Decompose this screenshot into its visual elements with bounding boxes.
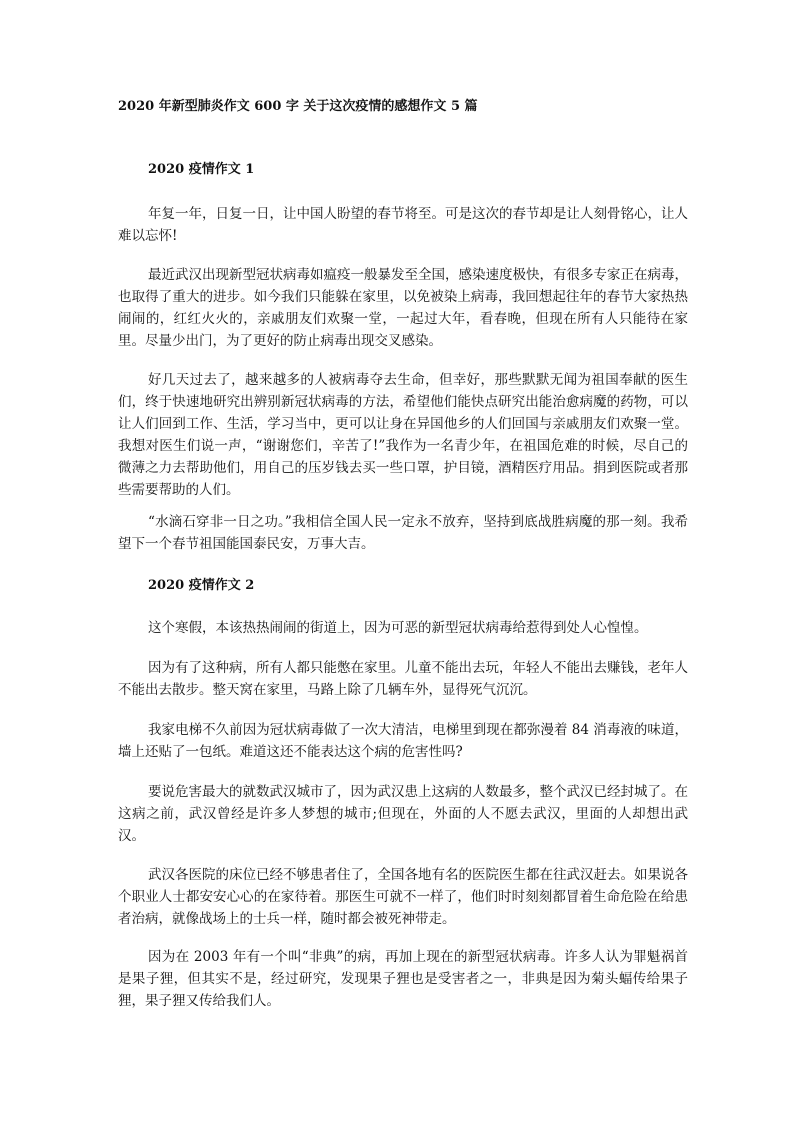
paragraph: “水滴石穿非一日之功。”我相信全国人民一定永不放弃，坚持到底战胜病魔的那一刻。我希望下一个春节祖国能国泰民安，万事大吉。 (118, 514, 688, 552)
section-heading: 2020 疫情作文 2 (148, 578, 255, 593)
paragraph: 好几天过去了，越来越多的人被病毒夺去生命，但幸好，那些默默无闻为祖国奉献的医生们，终于快速地研究出辨别新冠状病毒的方法，希望他们能快点研究出能治愈病魔的药物，可以让人们回到工作、生活，学习当中，更可以让身在异国他乡的人们回国与亲戚朋友们欢聚一堂。我想对医生们说一声，“谢谢您们，辛苦了!”我作为一名青少年，在祖国危难的时候，尽自己的微薄之力去帮助他们，用自己的压岁钱去买一些口罩，护目镜，酒精医疗用品。捐到医院或者那些需要帮助的人们。 (118, 372, 688, 498)
paragraph: 因为有了这种病，所有人都只能憋在家里。儿童不能出去玩，年轻人不能出去赚钱，老年人不能出去散步。整天窝在家里，马路上除了几辆车外，显得死气沉沉。 (118, 660, 688, 698)
paragraph: 武汉各医院的床位已经不够患者住了，全国各地有名的医院医生都在往武汉赶去。如果说各个职业人士都安安心心的在家待着。那医生可就不一样了，他们时时刻刻都冒着生命危险在给患者治病，就像战场上的士兵一样，随时都会被死神带走。 (118, 867, 688, 927)
paragraph: 要说危害最大的就数武汉城市了，因为武汉患上这病的人数最多，整个武汉已经封城了。在这病之前，武汉曾经是许多人梦想的城市;但现在，外面的人不愿去武汉，里面的人却想出武汉。 (118, 784, 688, 844)
paragraph: 年复一年，日复一日，让中国人盼望的春节将至。可是这次的春节却是让人刻骨铭心，让人难以忘怀! (118, 206, 688, 244)
paragraph: 因为在 2003 年有一个叫“非典”的病，再加上现在的新型冠状病毒。许多人认为罪魁祸首是果子狸，但其实不是，经过研究，发现果子狸也是受害者之一，非典是因为菊头蝠传给果子狸，果子狸又传给我们人。 (118, 949, 688, 1009)
section-heading: 2020 疫情作文 1 (148, 162, 255, 177)
document-title: 2020 年新型肺炎作文 600 字 关于这次疫情的感想作文 5 篇 (118, 99, 478, 114)
paragraph: 这个寒假，本该热热闹闹的街道上，因为可恶的新型冠状病毒给惹得到处人心惶惶。 (148, 620, 648, 636)
paragraph: 最近武汉出现新型冠状病毒如瘟疫一般暴发至全国，感染速度极快，有很多专家正在病毒，也取得了重大的进步。如今我们只能躲在家里，以免被染上病毒，我回想起往年的春节大家热热闹闹的，红红火火的，亲戚朋友们欢聚一堂，一起过大年，看春晚，但现在所有人只能待在家里。尽量少出门，为了更好的防止病毒出现交叉感染。 (118, 267, 688, 349)
paragraph: 我家电梯不久前因为冠状病毒做了一次大清洁，电梯里到现在都弥漫着 84 消毒液的味道，墙上还贴了一包纸。难道这还不能表达这个病的危害性吗? (118, 722, 688, 760)
